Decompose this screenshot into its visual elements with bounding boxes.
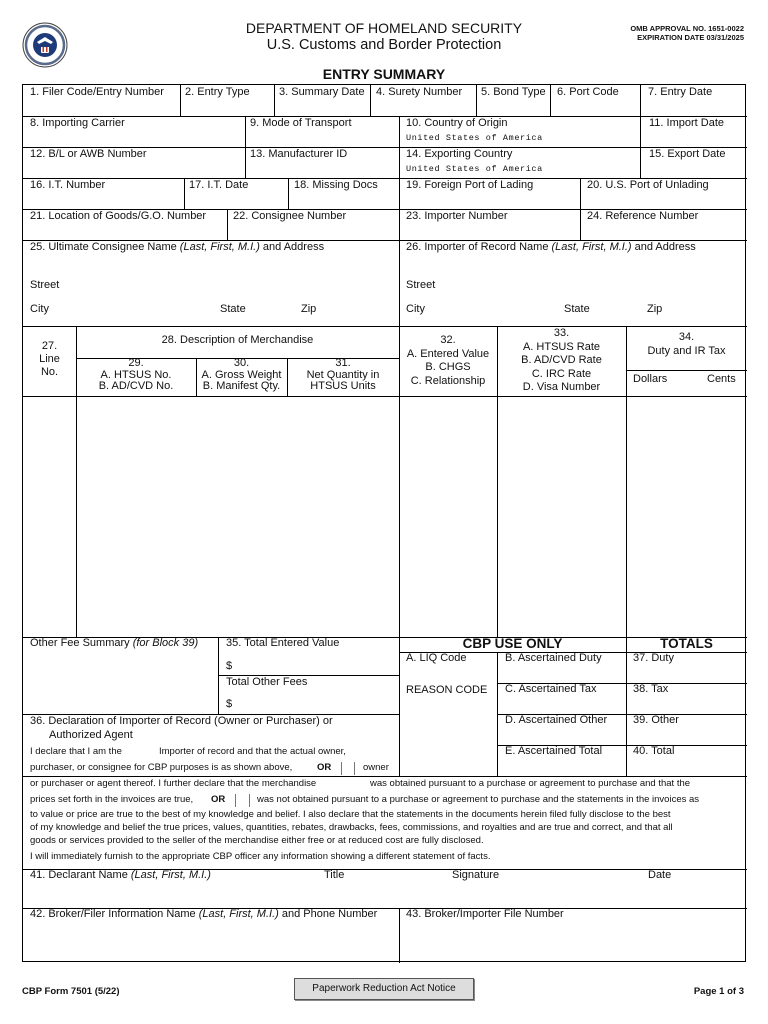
importer-city-label: City [406, 303, 425, 315]
consignee-city-label: City [30, 303, 49, 315]
consignee-street-label: Street [30, 279, 60, 291]
owner-checkbox-right[interactable] [354, 762, 355, 775]
importer-state-label: State [564, 303, 590, 315]
field-26-label: 26. Importer of Record Name (Last, First, M.I.) and Address [406, 241, 696, 253]
declaration-or-2: OR [211, 794, 226, 805]
field-14-label: 14. Exporting Country [406, 148, 513, 160]
col-27-header: 27. Line No. [39, 340, 60, 378]
declaration-line-3a: or purchaser or agent thereof. I further declare that the merchandise [30, 778, 317, 789]
liq-code-label: A. LIQ Code [406, 652, 467, 664]
field-37-label: 37. Duty [633, 652, 674, 664]
field-18-label: 18. Missing Docs [294, 179, 378, 191]
col-33-header: 33. A. HTSUS Rate B. AD/CVD Rate C. IRC Rate D. Visa Number [521, 327, 602, 393]
owner-checkbox-left[interactable] [341, 762, 342, 775]
field-22-label: 22. Consignee Number [233, 210, 347, 222]
declaration-line-2a: purchaser, or consignee for CBP purposes is as shown above, [30, 762, 293, 773]
omb-info [630, 24, 744, 42]
importer-street-label: Street [406, 279, 436, 291]
agency-name: DEPARTMENT OF HOMELAND SECURITY [245, 20, 523, 36]
field-1-label: 1. Filer Code/Entry Number [30, 86, 164, 98]
line-items-area[interactable] [23, 397, 747, 637]
field-21-label: 21. Location of Goods/G.O. Number [30, 210, 207, 222]
ascertained-other-label: D. Ascertained Other [505, 714, 608, 726]
field-41-label: 41. Declarant Name (Last, First, M.I.) [30, 869, 211, 881]
other-fee-summary-label: Other Fee Summary (for Block 39) [30, 637, 199, 649]
col-34-header: 34. Duty and IR Tax [647, 331, 726, 357]
cbp-use-only-header: CBP USE ONLY [462, 636, 563, 651]
reason-code-label: REASON CODE [406, 684, 488, 696]
form-title: ENTRY SUMMARY [322, 66, 446, 82]
sub-agency-name: U.S. Customs and Border Protection [266, 37, 502, 53]
form-number: CBP Form 7501 (5/22) [22, 986, 120, 997]
declaration-line-4b: was not obtained pursuant to a purchase or agreement to purchase and the statements in the invoices as [257, 794, 700, 805]
agreement-checkbox-left[interactable] [235, 794, 236, 807]
col-30-header: 30. A. Gross Weight B. Manifest Qty. [201, 357, 282, 392]
field-3-label: 3. Summary Date [279, 86, 365, 98]
field-25-label: 25. Ultimate Consignee Name (Last, First, M.I.) and Address [30, 241, 325, 253]
agreement-checkbox-right[interactable] [249, 794, 250, 807]
entry-summary-form [22, 84, 746, 962]
field-36-label-cont: Authorized Agent [49, 729, 133, 741]
field-36-label: 36. Declaration of Importer of Record (Owner or Purchaser) or [30, 715, 333, 727]
col-29-header: 29. A. HTSUS No. B. AD/CVD No. [98, 357, 174, 392]
field-39-label: 39. Other [633, 714, 679, 726]
field-8-label: 8. Importing Carrier [30, 117, 125, 129]
importer-zip-label: Zip [647, 303, 663, 315]
col-31-header: 31. Net Quantity in HTSUS Units [306, 357, 380, 392]
field-23-label: 23. Importer Number [406, 210, 508, 222]
page-number: Page 1 of 3 [693, 986, 744, 997]
field-6-label: 6. Port Code [557, 86, 619, 98]
field-9-label: 9. Mode of Transport [250, 117, 352, 129]
declaration-line-5: to value or price are true to the best of my knowledge and belief. I also declare that the statements in the documents herein filed fully disclose to the best [30, 809, 671, 820]
field-12-label: 12. B/L or AWB Number [30, 148, 147, 160]
entered-value-dollar: $ [226, 660, 233, 672]
declaration-line-8: I will immediately furnish to the appropriate CBP officer any information showing a different statement of facts. [30, 851, 491, 862]
field-17-label: 17. I.T. Date [189, 179, 249, 191]
field-10-label: 10. Country of Origin [406, 117, 508, 129]
field-19-label: 19. Foreign Port of Lading [406, 179, 534, 191]
field-24-label: 24. Reference Number [587, 210, 699, 222]
declaration-line-1a: I declare that I am the [30, 746, 122, 757]
col-28-header: 28. Description of Merchandise [161, 334, 314, 346]
field-15-label: 15. Export Date [649, 148, 726, 160]
declaration-line-6: of my knowledge and belief the true prices, values, quantities, rebates, drawbacks, fees, commissions, and royalties and are true and correct, and that all [30, 822, 673, 833]
ascertained-total-label: E. Ascertained Total [505, 745, 603, 757]
field-5-label: 5. Bond Type [481, 86, 546, 98]
other-fees-dollar: $ [226, 698, 233, 710]
field-2-label: 2. Entry Type [185, 86, 250, 98]
expiration-date: EXPIRATION DATE 03/31/2025 [637, 33, 744, 42]
field-11-label: 11. Import Date [649, 117, 724, 129]
exporting-country-value[interactable]: United States of America [406, 164, 543, 174]
field-20-label: 20. U.S. Port of Unlading [587, 179, 709, 191]
total-other-fees-label: Total Other Fees [226, 676, 308, 688]
field-43-label: 43. Broker/Importer File Number [406, 908, 564, 920]
totals-header: TOTALS [660, 636, 713, 651]
dollars-label: Dollars [633, 373, 668, 385]
ascertained-duty-label: B. Ascertained Duty [505, 652, 602, 664]
field-16-label: 16. I.T. Number [30, 179, 106, 191]
title-label: Title [324, 869, 345, 881]
declaration-line-3b: was obtained pursuant to a purchase or agreement to purchase and that the [370, 778, 691, 789]
field-40-label: 40. Total [633, 745, 675, 757]
declaration-owner: owner [363, 762, 389, 773]
declaration-line-4a: prices set forth in the invoices are true, [30, 794, 194, 805]
signature-label: Signature [452, 869, 500, 881]
country-of-origin-value[interactable]: United States of America [406, 133, 543, 143]
consignee-state-label: State [220, 303, 246, 315]
field-4-label: 4. Surety Number [376, 86, 463, 98]
declaration-or-1: OR [317, 762, 332, 773]
col-32-header: 32. A. Entered Value B. CHGS C. Relationship [406, 334, 490, 387]
omb-approval: OMB APPROVAL NO. 1651-0022 [630, 24, 744, 33]
ascertained-tax-label: C. Ascertained Tax [505, 683, 597, 695]
declaration-line-1b: Importer of record and that the actual owner, [159, 746, 346, 757]
consignee-zip-label: Zip [301, 303, 317, 315]
paperwork-reduction-act-button[interactable]: Paperwork Reduction Act Notice [294, 978, 474, 1000]
field-42-label: 42. Broker/Filer Information Name (Last, First, M.I.) and Phone Number [30, 908, 378, 920]
field-13-label: 13. Manufacturer ID [250, 148, 348, 160]
cents-label: Cents [707, 373, 736, 385]
field-7-label: 7. Entry Date [648, 86, 713, 98]
declaration-line-7: goods or services provided to the seller of the merchandise either free or at reduced cost are fully disclosed. [30, 835, 484, 846]
date-label: Date [648, 869, 672, 881]
field-35-label: 35. Total Entered Value [226, 637, 340, 649]
field-38-label: 38. Tax [633, 683, 669, 695]
